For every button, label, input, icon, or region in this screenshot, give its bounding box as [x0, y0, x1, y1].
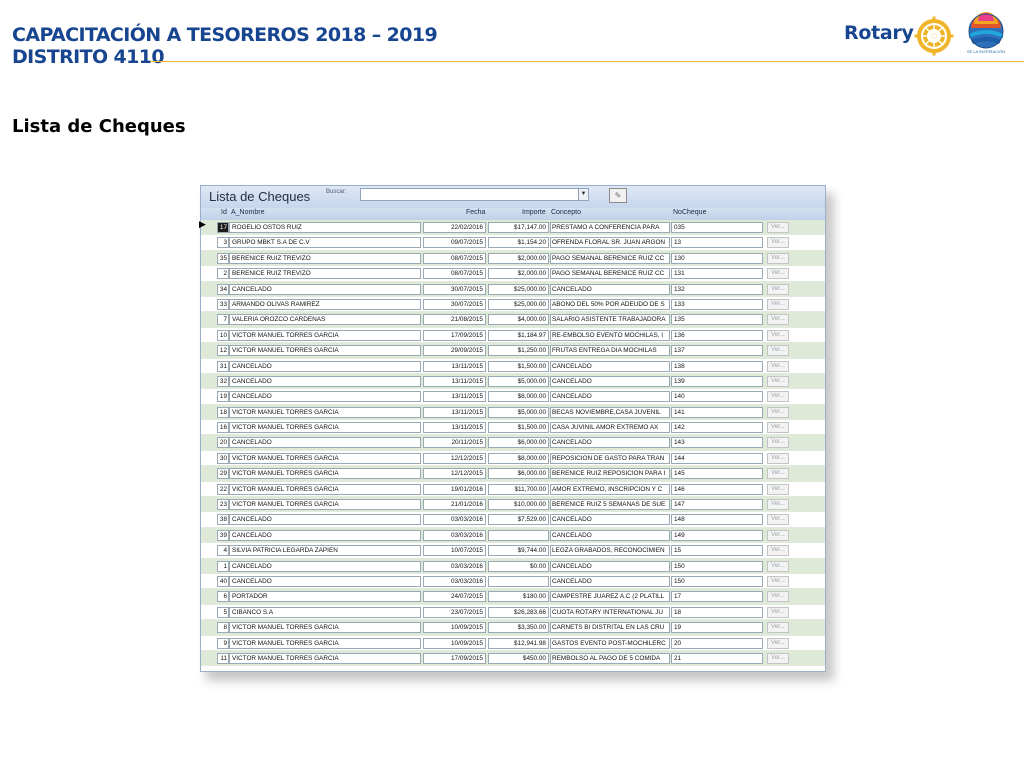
- view-button[interactable]: Ver...: [767, 545, 789, 556]
- table-row[interactable]: [201, 312, 825, 327]
- table-row[interactable]: [201, 574, 825, 589]
- column-header-concept: Concepto: [551, 209, 581, 216]
- cell-amount[interactable]: $0.00: [488, 561, 549, 572]
- form-header: [201, 186, 825, 208]
- slide-subtitle: Lista de Cheques: [12, 116, 186, 137]
- cell-id[interactable]: 11: [217, 653, 229, 664]
- table-row[interactable]: [201, 389, 825, 404]
- cell-amount[interactable]: $25,000.00: [488, 299, 549, 310]
- cell-amount[interactable]: $5,000.00: [488, 376, 549, 387]
- view-button[interactable]: Ver...: [767, 284, 789, 295]
- cell-id[interactable]: 23: [217, 499, 229, 510]
- view-button[interactable]: Ver...: [767, 237, 789, 248]
- cell-name[interactable]: CANCELADO: [229, 284, 421, 295]
- cell-date[interactable]: 21/08/2015: [423, 314, 486, 325]
- table-row[interactable]: [201, 512, 825, 527]
- record-selector[interactable]: [201, 389, 215, 403]
- table-row[interactable]: [201, 482, 825, 497]
- cell-name[interactable]: CANCELADO: [229, 361, 421, 372]
- record-selector[interactable]: [201, 620, 215, 634]
- cell-id[interactable]: 22: [217, 484, 229, 495]
- column-header-name: A_Nombre: [231, 209, 265, 216]
- cell-name[interactable]: VICTOR MANUEL TORRES GARCIA: [229, 484, 421, 495]
- view-button[interactable]: Ver...: [767, 299, 789, 310]
- theme-logo: [965, 12, 1007, 58]
- record-selector[interactable]: [201, 636, 215, 650]
- cell-cheque-number[interactable]: 13: [671, 237, 763, 248]
- cell-id[interactable]: 5: [217, 607, 229, 618]
- record-selector[interactable]: [201, 405, 215, 419]
- cell-name[interactable]: CANCELADO: [229, 437, 421, 448]
- table-row[interactable]: [201, 543, 825, 558]
- cell-id[interactable]: 31: [217, 361, 229, 372]
- record-selector[interactable]: [201, 435, 215, 449]
- cell-concept[interactable]: PRESTAMO A CONFERENCIA PARA: [550, 222, 670, 233]
- cell-cheque-number[interactable]: 143: [671, 437, 763, 448]
- cheque-list-form: [200, 185, 826, 672]
- cell-concept[interactable]: GASTOS EVENTO POST-MOCHILERC: [550, 638, 670, 649]
- view-button[interactable]: Ver...: [767, 607, 789, 618]
- record-selector[interactable]: [201, 543, 215, 557]
- view-button[interactable]: Ver...: [767, 422, 789, 433]
- table-row[interactable]: [201, 620, 825, 635]
- cell-date[interactable]: 12/12/2015: [423, 468, 486, 479]
- cell-date[interactable]: 12/12/2015: [423, 453, 486, 464]
- cell-cheque-number[interactable]: 131: [671, 268, 763, 279]
- cell-amount[interactable]: $3,350.00: [488, 622, 549, 633]
- table-row[interactable]: [201, 589, 825, 604]
- view-button[interactable]: Ver...: [767, 530, 789, 541]
- view-button[interactable]: Ver...: [767, 222, 789, 233]
- cell-amount[interactable]: $1,250.00: [488, 345, 549, 356]
- cell-cheque-number[interactable]: 136: [671, 330, 763, 341]
- cell-concept[interactable]: CANCELADO: [550, 437, 670, 448]
- cell-name[interactable]: CANCELADO: [229, 376, 421, 387]
- table-row[interactable]: [201, 328, 825, 343]
- cell-id[interactable]: 32: [217, 376, 229, 387]
- cell-name[interactable]: CANCELADO: [229, 391, 421, 402]
- record-selector[interactable]: [201, 343, 215, 357]
- column-header-row: [201, 208, 825, 220]
- table-row[interactable]: [201, 605, 825, 620]
- table-row[interactable]: [201, 220, 825, 235]
- rotary-wheel-icon: [914, 16, 954, 56]
- table-row[interactable]: [201, 235, 825, 250]
- cell-id[interactable]: 17: [217, 222, 229, 233]
- view-button[interactable]: Ver...: [767, 499, 789, 510]
- cell-name[interactable]: ROGELIO OSTOS RUIZ: [229, 222, 421, 233]
- search-label: Buscar:: [326, 189, 347, 195]
- record-selector[interactable]: [201, 328, 215, 342]
- search-icon: ✎: [614, 191, 622, 200]
- form-title: Lista de Cheques: [209, 189, 311, 204]
- view-button[interactable]: Ver...: [767, 653, 789, 664]
- cell-date[interactable]: 03/03/2016: [423, 561, 486, 572]
- cell-name[interactable]: BERENICE RUIZ TREVIZO: [229, 253, 421, 264]
- cell-cheque-number[interactable]: 147: [671, 499, 763, 510]
- column-header-id: Id: [221, 209, 227, 216]
- cell-date[interactable]: 20/11/2015: [423, 437, 486, 448]
- cell-date[interactable]: 17/09/2015: [423, 653, 486, 664]
- cell-cheque-number[interactable]: 150: [671, 561, 763, 572]
- cell-date[interactable]: 03/03/2016: [423, 530, 486, 541]
- cell-name[interactable]: VALERIA OROZCO CARDENAS: [229, 314, 421, 325]
- record-selector[interactable]: [201, 466, 215, 480]
- cell-concept[interactable]: CARNETS BI DISTRITAL EN LAS CRU: [550, 622, 670, 633]
- table-row[interactable]: [201, 559, 825, 574]
- cell-cheque-number[interactable]: 144: [671, 453, 763, 464]
- view-button[interactable]: Ver...: [767, 330, 789, 341]
- table-row[interactable]: [201, 466, 825, 481]
- view-button[interactable]: Ver...: [767, 638, 789, 649]
- cell-id[interactable]: 8: [217, 622, 229, 633]
- cell-cheque-number[interactable]: 148: [671, 514, 763, 525]
- cell-concept[interactable]: REMBOLSO AL PAGO DE 5 COMIDA: [550, 653, 670, 664]
- cell-amount[interactable]: $6,000.00: [488, 468, 549, 479]
- cell-amount[interactable]: $2,000.00: [488, 268, 549, 279]
- cell-concept[interactable]: CANCELADO: [550, 514, 670, 525]
- cell-date[interactable]: 21/01/2016: [423, 499, 486, 510]
- cell-amount[interactable]: $11,700.00: [488, 484, 549, 495]
- cell-amount[interactable]: $5,000.00: [488, 407, 549, 418]
- view-button[interactable]: Ver...: [767, 591, 789, 602]
- cell-cheque-number[interactable]: 142: [671, 422, 763, 433]
- cell-concept[interactable]: BERENICE RUIZ 5 SEMANAS DE SUE: [550, 499, 670, 510]
- cell-date[interactable]: 03/03/2016: [423, 514, 486, 525]
- cell-id[interactable]: 29: [217, 468, 229, 479]
- table-row[interactable]: [201, 528, 825, 543]
- cell-date[interactable]: 13/11/2015: [423, 391, 486, 402]
- cell-id[interactable]: 39: [217, 530, 229, 541]
- cell-amount[interactable]: [488, 576, 549, 587]
- cell-id[interactable]: 35: [217, 253, 229, 264]
- record-selector[interactable]: [201, 220, 215, 234]
- cell-date[interactable]: 13/11/2015: [423, 376, 486, 387]
- cell-id[interactable]: 34: [217, 284, 229, 295]
- slide-title-line-2: DISTRITO 4110: [12, 46, 164, 68]
- cell-concept[interactable]: BECAS NOVIEMBRE,CASA JUVENIL: [550, 407, 670, 418]
- cell-cheque-number[interactable]: 130: [671, 253, 763, 264]
- cell-amount[interactable]: $7,529.00: [488, 514, 549, 525]
- cell-concept[interactable]: CANCELADO: [550, 391, 670, 402]
- record-selector[interactable]: [201, 420, 215, 434]
- record-selector[interactable]: [201, 359, 215, 373]
- cell-id[interactable]: 7: [217, 314, 229, 325]
- cell-amount[interactable]: $9,744.00: [488, 545, 549, 556]
- cell-amount[interactable]: [488, 530, 549, 541]
- cell-cheque-number[interactable]: 150: [671, 576, 763, 587]
- cell-amount[interactable]: $6,000.00: [488, 437, 549, 448]
- cell-name[interactable]: VICTOR MANUEL TORRES GARCIA: [229, 330, 421, 341]
- view-button[interactable]: Ver...: [767, 576, 789, 587]
- cell-cheque-number[interactable]: 133: [671, 299, 763, 310]
- search-button[interactable]: [609, 188, 627, 203]
- table-row[interactable]: [201, 451, 825, 466]
- cell-id[interactable]: 4: [217, 545, 229, 556]
- cell-concept[interactable]: CASA JUVINIL AMOR EXTREMO AX: [550, 422, 670, 433]
- cell-id[interactable]: 40: [217, 576, 229, 587]
- cell-cheque-number[interactable]: 17: [671, 591, 763, 602]
- cell-name[interactable]: BERENICE RUIZ TREVIZO: [229, 268, 421, 279]
- column-header-date: Fecha: [466, 209, 486, 216]
- cell-amount[interactable]: $8,000.00: [488, 391, 549, 402]
- cell-date[interactable]: 10/09/2015: [423, 622, 486, 633]
- record-selector[interactable]: [201, 589, 215, 603]
- record-selector[interactable]: [201, 297, 215, 311]
- cell-name[interactable]: CANCELADO: [229, 530, 421, 541]
- cell-concept[interactable]: CANCELADO: [550, 576, 670, 587]
- cell-id[interactable]: 33: [217, 299, 229, 310]
- cell-amount[interactable]: $1,154.20: [488, 237, 549, 248]
- cell-cheque-number[interactable]: 135: [671, 314, 763, 325]
- record-selector[interactable]: [201, 497, 215, 511]
- cell-cheque-number[interactable]: 149: [671, 530, 763, 541]
- cell-concept[interactable]: PAGO SEMANAL BERENICE RUIZ CC: [550, 253, 670, 264]
- cell-date[interactable]: 30/07/2015: [423, 299, 486, 310]
- cell-id[interactable]: 1: [217, 561, 229, 572]
- cell-id[interactable]: 2: [217, 268, 229, 279]
- cell-name[interactable]: CANCELADO: [229, 561, 421, 572]
- view-button[interactable]: Ver...: [767, 622, 789, 633]
- cell-concept[interactable]: AMOR EXTREMO, INSCRIPCION Y C: [550, 484, 670, 495]
- cell-name[interactable]: CANCELADO: [229, 576, 421, 587]
- view-button[interactable]: Ver...: [767, 484, 789, 495]
- cell-concept[interactable]: CAMPESTRE JUAREZ A.C (2 PLATILL: [550, 591, 670, 602]
- cell-id[interactable]: 19: [217, 391, 229, 402]
- cell-amount[interactable]: $8,000.00: [488, 453, 549, 464]
- cell-cheque-number[interactable]: 141: [671, 407, 763, 418]
- view-button[interactable]: Ver...: [767, 345, 789, 356]
- record-selector[interactable]: [201, 266, 215, 280]
- cell-date[interactable]: 17/09/2015: [423, 330, 486, 341]
- theme-logo-text: SÉ LA INSPIRACIÓN: [966, 49, 1006, 54]
- cell-concept[interactable]: RE-EMBOLSO EVENTO MOCHILAS, I: [550, 330, 670, 341]
- cheque-rows: [201, 220, 825, 666]
- table-row[interactable]: [201, 435, 825, 450]
- record-selector[interactable]: [201, 235, 215, 249]
- cell-cheque-number[interactable]: 18: [671, 607, 763, 618]
- table-row[interactable]: [201, 266, 825, 281]
- view-button[interactable]: Ver...: [767, 361, 789, 372]
- cell-cheque-number[interactable]: 137: [671, 345, 763, 356]
- cell-name[interactable]: VICTOR MANUEL TORRES GARCIA: [229, 622, 421, 633]
- cell-amount[interactable]: $1,500.00: [488, 361, 549, 372]
- view-button[interactable]: Ver...: [767, 437, 789, 448]
- cell-date[interactable]: 22/02/2016: [423, 222, 486, 233]
- theme-logo-icon: [965, 12, 1007, 50]
- cell-amount[interactable]: $4,000.00: [488, 314, 549, 325]
- cell-cheque-number[interactable]: 139: [671, 376, 763, 387]
- column-header-cheque-number: NoCheque: [673, 209, 707, 216]
- cell-concept[interactable]: CANCELADO: [550, 561, 670, 572]
- cell-date[interactable]: 08/07/2015: [423, 268, 486, 279]
- record-selector[interactable]: [201, 282, 215, 296]
- cell-date[interactable]: 24/07/2015: [423, 591, 486, 602]
- cell-date[interactable]: 13/11/2015: [423, 361, 486, 372]
- record-selector[interactable]: [201, 451, 215, 465]
- cell-date[interactable]: 10/07/2015: [423, 545, 486, 556]
- view-button[interactable]: Ver...: [767, 253, 789, 264]
- table-row[interactable]: [201, 282, 825, 297]
- cell-date[interactable]: 19/01/2016: [423, 484, 486, 495]
- table-row[interactable]: [201, 374, 825, 389]
- cell-name[interactable]: VICTOR MANUEL TORRES GARCIA: [229, 453, 421, 464]
- cell-concept[interactable]: CANCELADO: [550, 530, 670, 541]
- cell-id[interactable]: 18: [217, 407, 229, 418]
- cell-cheque-number[interactable]: 140: [671, 391, 763, 402]
- cell-date[interactable]: 13/11/2015: [423, 422, 486, 433]
- cell-amount[interactable]: $1,500.00: [488, 422, 549, 433]
- cell-concept[interactable]: CANCELADO: [550, 361, 670, 372]
- cell-amount[interactable]: $2,000.00: [488, 253, 549, 264]
- view-button[interactable]: Ver...: [767, 453, 789, 464]
- cell-name[interactable]: GRUPO MBKT S.A DE C.V: [229, 237, 421, 248]
- view-button[interactable]: Ver...: [767, 407, 789, 418]
- title-divider: [150, 61, 1024, 62]
- cell-name[interactable]: VICTOR MANUEL TORRES GARCIA: [229, 345, 421, 356]
- cell-cheque-number[interactable]: 20: [671, 638, 763, 649]
- cell-cheque-number[interactable]: 035: [671, 222, 763, 233]
- cell-concept[interactable]: REPOSICION DE GASTO PARA TRAN: [550, 453, 670, 464]
- current-record-icon: ▶: [199, 219, 206, 229]
- record-selector[interactable]: [201, 482, 215, 496]
- record-selector[interactable]: [201, 512, 215, 526]
- record-selector[interactable]: [201, 605, 215, 619]
- column-header-amount: Importe: [522, 209, 546, 216]
- view-button[interactable]: Ver...: [767, 391, 789, 402]
- cell-cheque-number[interactable]: 15: [671, 545, 763, 556]
- cell-amount[interactable]: $1,184.97: [488, 330, 549, 341]
- table-row[interactable]: [201, 251, 825, 266]
- cell-concept[interactable]: SALARIO ASISTENTE TRABAJADORA: [550, 314, 670, 325]
- cell-amount[interactable]: $26,283.66: [488, 607, 549, 618]
- table-row[interactable]: [201, 420, 825, 435]
- cell-name[interactable]: PORTADOR: [229, 591, 421, 602]
- cell-concept[interactable]: ABONO DEL 50% POR ADEUDO DE S: [550, 299, 670, 310]
- view-button[interactable]: Ver...: [767, 268, 789, 279]
- record-selector[interactable]: [201, 651, 215, 665]
- cell-cheque-number[interactable]: 145: [671, 468, 763, 479]
- cell-id[interactable]: 30: [217, 453, 229, 464]
- cell-amount[interactable]: $450.00: [488, 653, 549, 664]
- view-button[interactable]: Ver...: [767, 468, 789, 479]
- cell-id[interactable]: 9: [217, 638, 229, 649]
- cell-concept[interactable]: LEGZA GRABADOS, RECONOCIMIEN: [550, 545, 670, 556]
- table-row[interactable]: [201, 405, 825, 420]
- view-button[interactable]: Ver...: [767, 561, 789, 572]
- cell-cheque-number[interactable]: 146: [671, 484, 763, 495]
- cell-cheque-number[interactable]: 19: [671, 622, 763, 633]
- cell-name[interactable]: VICTOR MANUEL TORRES GARCIA: [229, 653, 421, 664]
- view-button[interactable]: Ver...: [767, 314, 789, 325]
- record-selector[interactable]: [201, 251, 215, 265]
- cell-name[interactable]: ARMANDO OLIVAS RAMIREZ: [229, 299, 421, 310]
- search-combo-box[interactable]: [360, 188, 589, 201]
- cell-date[interactable]: 29/09/2015: [423, 345, 486, 356]
- cell-cheque-number[interactable]: 138: [671, 361, 763, 372]
- record-selector[interactable]: [201, 528, 215, 542]
- cell-amount[interactable]: $180.00: [488, 591, 549, 602]
- record-selector[interactable]: [201, 312, 215, 326]
- cell-amount[interactable]: $12,941.98: [488, 638, 549, 649]
- cell-concept[interactable]: BERENICE RUIZ REPOSICION PARA I: [550, 468, 670, 479]
- cell-date[interactable]: 09/07/2015: [423, 237, 486, 248]
- record-selector[interactable]: [201, 574, 215, 588]
- cell-date[interactable]: 30/07/2015: [423, 284, 486, 295]
- table-row[interactable]: [201, 497, 825, 512]
- cell-name[interactable]: CANCELADO: [229, 514, 421, 525]
- cell-concept[interactable]: CANCELADO: [550, 376, 670, 387]
- cell-concept[interactable]: FRUTAS ENTREGA DIA MOCHILAS: [550, 345, 670, 356]
- table-row[interactable]: [201, 343, 825, 358]
- cell-id[interactable]: 3: [217, 237, 229, 248]
- cell-amount[interactable]: $25,000.00: [488, 284, 549, 295]
- table-row[interactable]: [201, 636, 825, 651]
- cell-id[interactable]: 10: [217, 330, 229, 341]
- cell-id[interactable]: 20: [217, 437, 229, 448]
- cell-name[interactable]: CIBANCO S.A: [229, 607, 421, 618]
- table-row[interactable]: [201, 297, 825, 312]
- cell-id[interactable]: 16: [217, 422, 229, 433]
- cell-amount[interactable]: $10,000.00: [488, 499, 549, 510]
- record-selector[interactable]: [201, 374, 215, 388]
- cell-date[interactable]: 03/03/2016: [423, 576, 486, 587]
- cell-concept[interactable]: OFRENDA FLORAL SR. JUAN ARGON: [550, 237, 670, 248]
- cell-date[interactable]: 10/09/2015: [423, 638, 486, 649]
- cell-name[interactable]: VICTOR MANUEL TORRES GARCIA: [229, 422, 421, 433]
- table-row[interactable]: [201, 359, 825, 374]
- cell-name[interactable]: VICTOR MANUEL TORRES GARCIA: [229, 499, 421, 510]
- cell-concept[interactable]: CANCELADO: [550, 284, 670, 295]
- cell-name[interactable]: VICTOR MANUEL TORRES GARCIA: [229, 407, 421, 418]
- cell-date[interactable]: 08/07/2015: [423, 253, 486, 264]
- cell-concept[interactable]: PAGO SEMANAL BERENICE RUIZ CC: [550, 268, 670, 279]
- cell-cheque-number[interactable]: 132: [671, 284, 763, 295]
- cell-id[interactable]: 38: [217, 514, 229, 525]
- table-row[interactable]: [201, 651, 825, 666]
- cell-cheque-number[interactable]: 21: [671, 653, 763, 664]
- cell-name[interactable]: VICTOR MANUEL TORRES GARCIA: [229, 468, 421, 479]
- cell-amount[interactable]: $17,147.00: [488, 222, 549, 233]
- cell-id[interactable]: 6: [217, 591, 229, 602]
- view-button[interactable]: Ver...: [767, 514, 789, 525]
- chevron-down-icon[interactable]: ▼: [578, 189, 588, 200]
- slide-title-line-1: CAPACITACIÓN A TESOREROS 2018 – 2019: [12, 24, 438, 46]
- cell-concept[interactable]: CUOTA ROTARY INTERNATIONAL JU: [550, 607, 670, 618]
- record-selector[interactable]: [201, 559, 215, 573]
- cell-id[interactable]: 12: [217, 345, 229, 356]
- cell-name[interactable]: SILVIA PATRICIA LEGARDA ZAPIEN: [229, 545, 421, 556]
- cell-date[interactable]: 23/07/2015: [423, 607, 486, 618]
- view-button[interactable]: Ver...: [767, 376, 789, 387]
- rotary-logo: [844, 16, 956, 54]
- cell-name[interactable]: VICTOR MANUEL TORRES GARCIA: [229, 638, 421, 649]
- rotary-logo-text: Rotary: [844, 22, 914, 44]
- cell-date[interactable]: 13/11/2015: [423, 407, 486, 418]
